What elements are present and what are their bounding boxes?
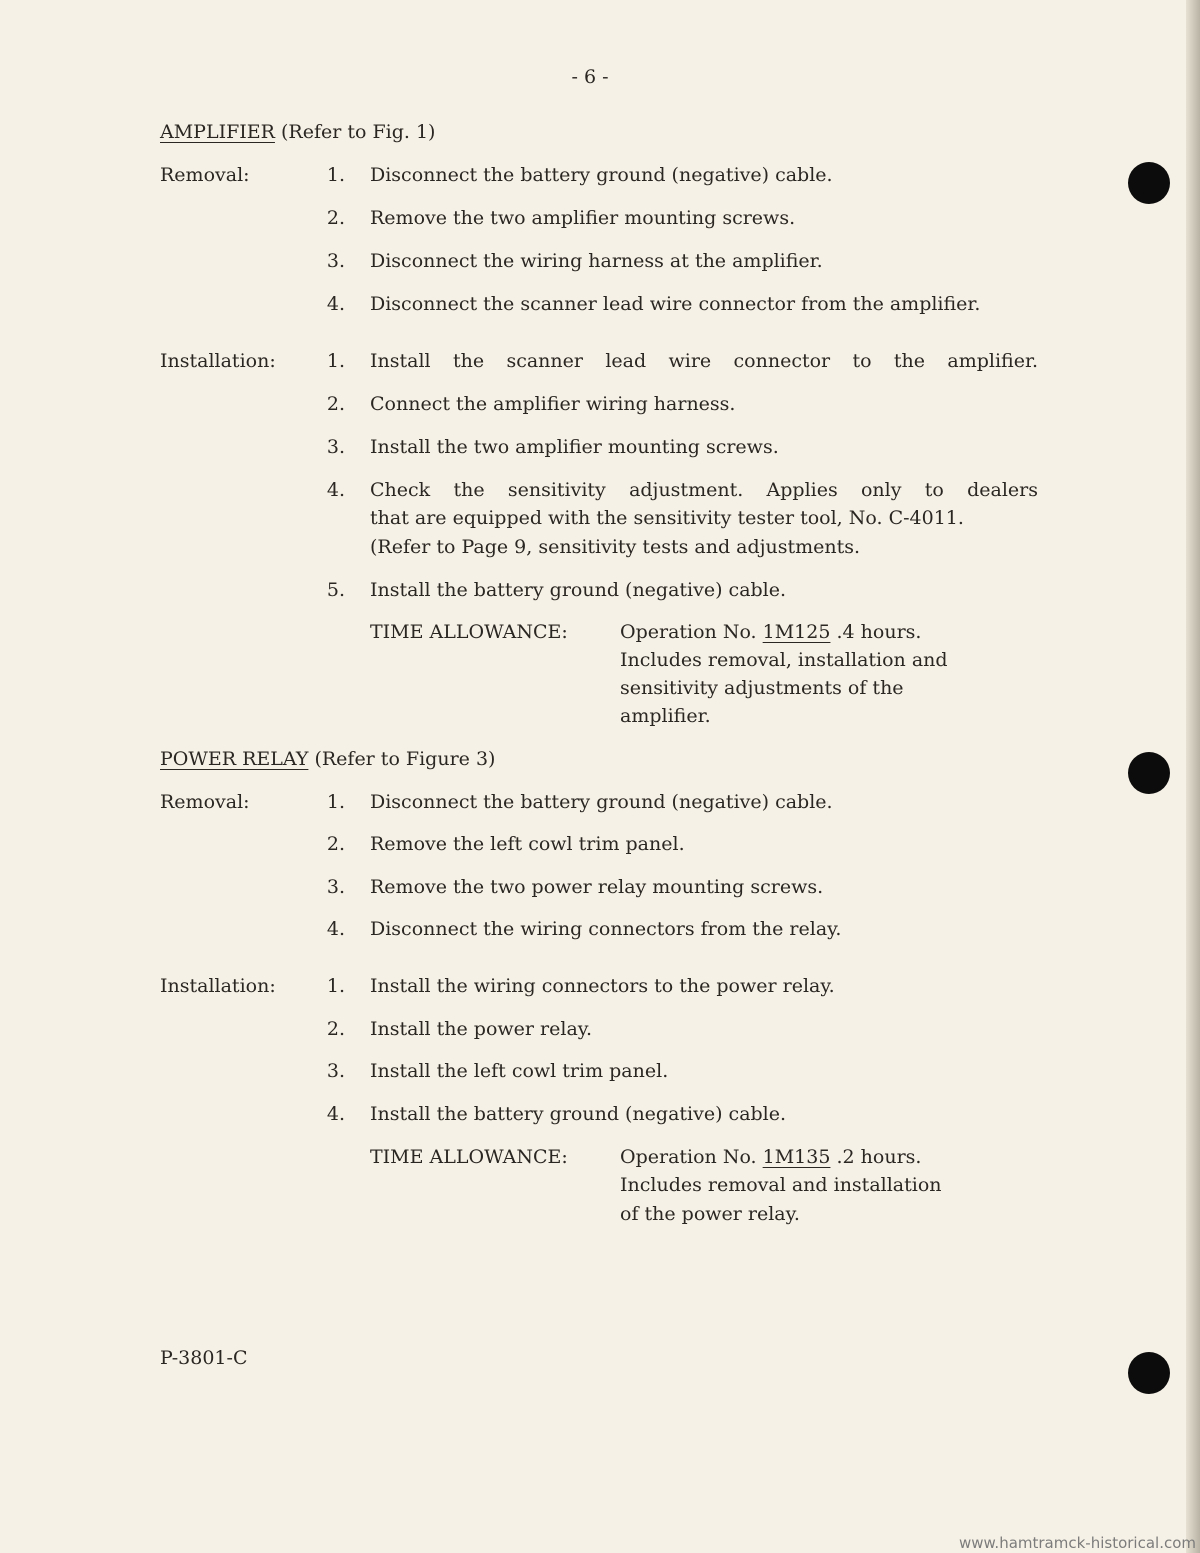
document-code: P-3801-C	[160, 1347, 248, 1369]
page-edge	[1186, 0, 1200, 1553]
amp-install-step-text: Install the scanner lead wire connector to the amplifier.	[370, 350, 1038, 372]
amp-install-step-num: 2.	[326, 393, 345, 415]
relay-removal-step-num: 4.	[326, 918, 345, 940]
binder-hole-middle	[1128, 752, 1170, 794]
amp-install-step-text: Connect the amplifier wiring harness.	[370, 393, 736, 415]
relay-removal-step-num: 3.	[326, 876, 345, 898]
amplifier-ref: (Refer to Fig. 1)	[274, 121, 436, 143]
page-number: - 6 -	[571, 66, 609, 88]
amp-install-step-num: 3.	[326, 436, 345, 458]
operation-prefix: Operation No.	[620, 1146, 763, 1168]
amp-install-step-line: that are equipped with the sensitivity tester tool, No. C-4011.	[370, 507, 964, 529]
relay-removal-step-text: Disconnect the battery ground (negative) cable.	[370, 791, 833, 813]
amp-removal-step-num: 1.	[326, 164, 345, 186]
amplifier-time-note-line: sensitivity adjustments of the	[620, 677, 904, 699]
amp-removal-step-num: 2.	[326, 207, 345, 229]
relay-install-step-num: 1.	[326, 975, 345, 997]
relay-install-step-text: Install the wiring connectors to the power relay.	[370, 975, 835, 997]
power-relay-ref: (Refer to Figure 3)	[308, 748, 496, 770]
binder-hole-top	[1128, 162, 1170, 204]
amp-install-step-text: Install the battery ground (negative) cable.	[370, 579, 787, 601]
power-relay-removal-label: Removal:	[160, 791, 250, 813]
amp-install-step-num: 5.	[326, 579, 345, 601]
power-relay-time-note-line: of the power relay.	[620, 1203, 800, 1225]
amplifier-time-note-line: Includes removal, installation and	[620, 649, 948, 671]
watermark-url: www.hamtramck-historical.com	[959, 1534, 1196, 1552]
relay-removal-step-text: Remove the left cowl trim panel.	[370, 833, 685, 855]
relay-install-step-num: 2.	[326, 1018, 345, 1040]
amp-install-step-text: Install the two amplifier mounting screws.	[370, 436, 779, 458]
operation-number: 1M135	[762, 1146, 831, 1168]
power-relay-time-allowance-label: TIME ALLOWANCE:	[370, 1146, 568, 1168]
amp-removal-step-text: Disconnect the wiring harness at the amplifier.	[370, 250, 823, 272]
power-relay-operation-line	[620, 1143, 921, 1171]
amplifier-removal-label: Removal:	[160, 164, 250, 186]
relay-removal-step-num: 2.	[326, 833, 345, 855]
amp-install-step-num: 4.	[326, 479, 345, 501]
power-relay-heading	[160, 745, 495, 773]
relay-removal-step-text: Disconnect the wiring connectors from the relay.	[370, 918, 842, 940]
relay-removal-step-num: 1.	[326, 791, 345, 813]
amp-install-step-line: Check the sensitivity adjustment. Applies only to dealers	[370, 479, 1038, 501]
relay-install-step-text: Install the power relay.	[370, 1018, 593, 1040]
operation-prefix: Operation No.	[620, 621, 763, 643]
operation-hours: .2 hours.	[830, 1146, 922, 1168]
amplifier-time-note-line: amplifier.	[620, 705, 711, 727]
amp-removal-step-text: Disconnect the battery ground (negative) cable.	[370, 164, 833, 186]
operation-number: 1M125	[762, 621, 831, 643]
operation-hours: .4 hours.	[830, 621, 922, 643]
amplifier-heading	[160, 118, 435, 146]
binder-hole-bottom	[1128, 1352, 1170, 1394]
amp-removal-step-num: 3.	[326, 250, 345, 272]
amp-install-step-line: (Refer to Page 9, sensitivity tests and adjustments.	[370, 536, 861, 558]
relay-install-step-num: 3.	[326, 1060, 345, 1082]
amplifier-title: AMPLIFIER	[160, 121, 275, 143]
amplifier-installation-label: Installation:	[160, 350, 276, 372]
amplifier-operation-line	[620, 618, 921, 646]
relay-install-step-num: 4.	[326, 1103, 345, 1125]
relay-removal-step-text: Remove the two power relay mounting screws.	[370, 876, 824, 898]
power-relay-title: POWER RELAY	[160, 748, 309, 770]
amp-removal-step-text: Remove the two amplifier mounting screws.	[370, 207, 796, 229]
amp-removal-step-text: Disconnect the scanner lead wire connector from the amplifier.	[370, 293, 981, 315]
amp-removal-step-num: 4.	[326, 293, 345, 315]
power-relay-time-note-line: Includes removal and installation	[620, 1174, 942, 1196]
relay-install-step-text: Install the battery ground (negative) cable.	[370, 1103, 787, 1125]
relay-install-step-text: Install the left cowl trim panel.	[370, 1060, 669, 1082]
power-relay-installation-label: Installation:	[160, 975, 276, 997]
amplifier-time-allowance-label: TIME ALLOWANCE:	[370, 621, 568, 643]
amp-install-step-num: 1.	[326, 350, 345, 372]
